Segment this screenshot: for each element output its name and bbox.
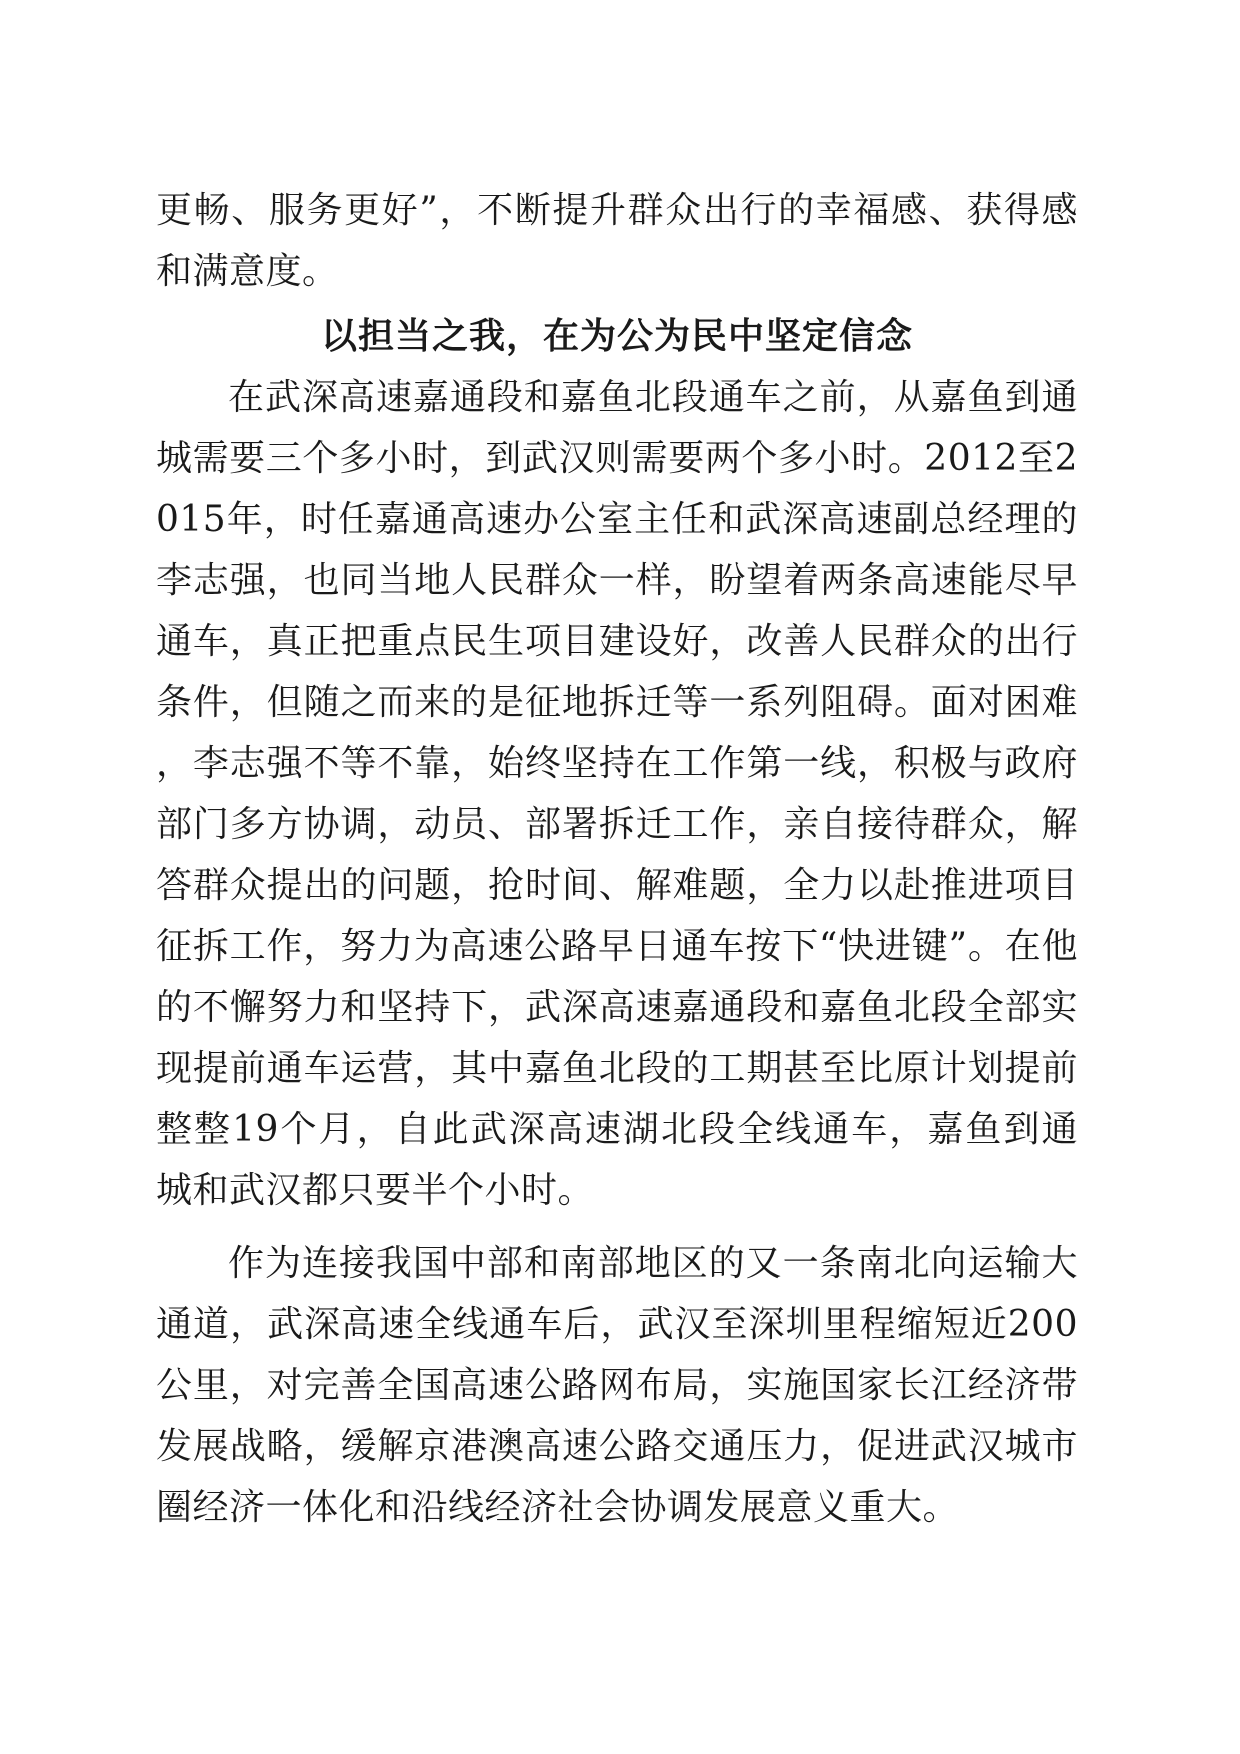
body-paragraph-1: 在武深高速嘉通段和嘉鱼北段通车之前，从嘉鱼到通城需要三个多小时，到武汉则需要两个多小时。2012至2015年，时任嘉通高速办公室主任和武深高速副总经理的李志强，也同当地人民群众一样，盼望着两条高速能尽早通车，真正把重点民生项目建设好，改善人民群众的出行条件，但随之而来的是征地拆迁等一系列阻碍。面对困难，李志强不等不靠，始终坚持在工作第一线，积极与政府部门多方协调，动员、部署拆迁工作，亲自接待群众，解答群众提出的问题，抢时间、解难题，全力以赴推进项目征拆工作，努力为高速公路早日通车按下“快进键”。在他的不懈努力和坚持下，武深高速嘉通段和嘉鱼北段全部实现提前通车运营，其中嘉鱼北段的工期甚至比原计划提前整整19个月，自此武深高速湖北段全线通车，嘉鱼到通城和武汉都只要半个小时。 [156, 377, 1078, 1211]
body-paragraph-2: 作为连接我国中部和南部地区的又一条南北向运输大通道，武深高速全线通车后，武汉至深圳里程缩短近200公里，对完善全国高速公路网布局，实施国家长江经济带发展战略，缓解京港澳高速公路交通压力，促进武汉城市圈经济一体化和沿线经济社会协调发展意义重大。 [156, 1243, 1078, 1528]
document-body [156, 180, 1078, 1538]
section-heading: 以担当之我，在为公为民中坚定信念 [320, 315, 913, 357]
continuation-paragraph: 更畅、服务更好”，不断提升群众出行的幸福感、获得感和满意度。 [156, 190, 1078, 292]
